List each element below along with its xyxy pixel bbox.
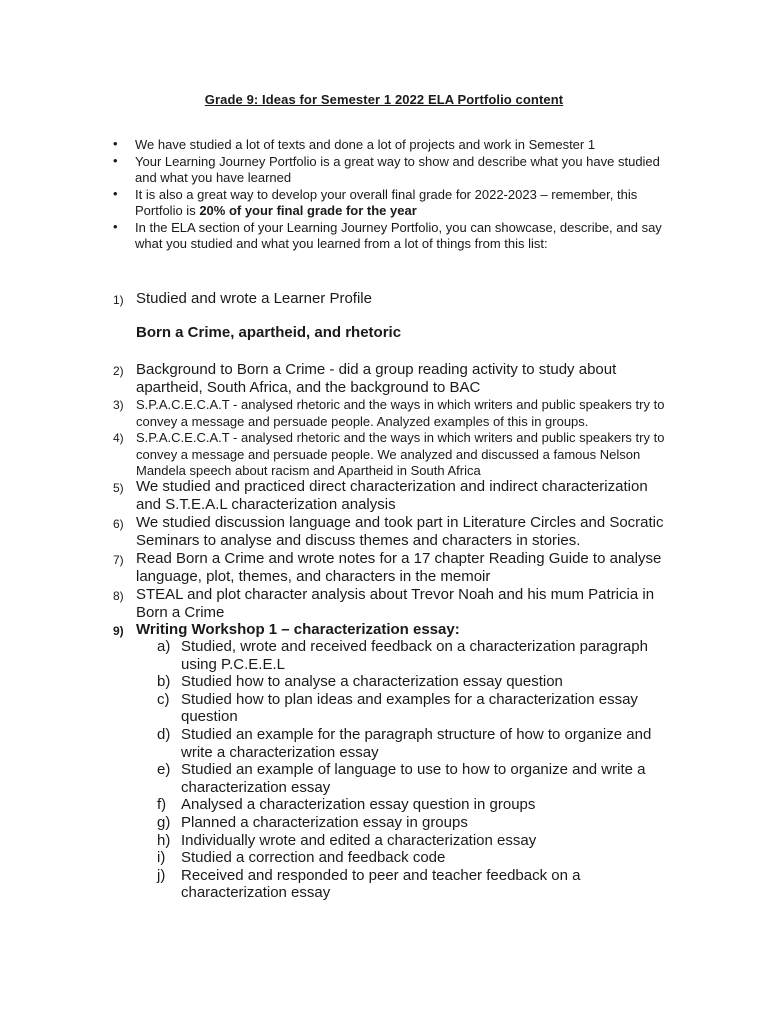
sublist-item bbox=[157, 761, 667, 796]
section-heading: Born a Crime, apartheid, and rhetoric bbox=[136, 324, 402, 341]
list-text: Read Born a Crime and wrote notes for a 17 chapter Reading Guide to analyse language, plot, themes, and characters in the memoir bbox=[136, 550, 662, 585]
sublist-letter: g) bbox=[157, 813, 171, 831]
list-item bbox=[113, 621, 673, 639]
bullet-item bbox=[113, 187, 683, 220]
list-item bbox=[113, 430, 673, 480]
list-item bbox=[113, 514, 673, 550]
sublist-text: Planned a characterization essay in groups bbox=[181, 813, 468, 831]
list-item bbox=[113, 397, 673, 430]
list-number: 9) bbox=[113, 624, 124, 638]
bullet-item bbox=[113, 220, 683, 253]
sublist-letter: j) bbox=[157, 866, 166, 884]
sublist-text: Studied, wrote and received feedback on a characterization paragraph using P.C.E.E.L bbox=[181, 638, 648, 673]
bullet-item bbox=[113, 137, 683, 154]
sublist-item bbox=[157, 814, 667, 832]
list-number: 5) bbox=[113, 481, 124, 495]
sublist-letter: b) bbox=[157, 673, 171, 691]
list-text: We studied discussion language and took part in Literature Circles and Socratic Seminars to analyse and discuss themes and characters in stories. bbox=[136, 514, 664, 549]
list-text: Studied and wrote a Learner Profile bbox=[136, 290, 372, 307]
list-text: Background to Born a Crime - did a group reading activity to study about apartheid, South Africa, and the background to BAC bbox=[136, 361, 617, 396]
list-number: 8) bbox=[113, 589, 124, 603]
page-title: Grade 9: Ideas for Semester 1 2022 ELA Portfolio content bbox=[204, 92, 564, 107]
sublist-text: Studied an example for the paragraph structure of how to organize and write a characterization essay bbox=[181, 725, 652, 761]
list-number: 1) bbox=[113, 293, 124, 307]
list-number: 3) bbox=[113, 398, 124, 412]
list-text: STEAL and plot character analysis about Trevor Noah and his mum Patricia in Born a Crime bbox=[136, 586, 655, 621]
bullet-text: In the ELA section of your Learning Journey Portfolio, you can showcase, describe, and say what you studied and what you learned from a lot of things from this list: bbox=[135, 219, 662, 251]
sublist-item bbox=[157, 832, 667, 850]
list-number: 6) bbox=[113, 517, 124, 531]
list-item bbox=[113, 586, 673, 622]
bullet-icon: • bbox=[113, 218, 118, 234]
list-number: 7) bbox=[113, 553, 124, 567]
sublist-item bbox=[157, 638, 667, 673]
sublist-letter: i) bbox=[157, 849, 166, 867]
bullet-icon: • bbox=[113, 185, 118, 201]
bullet-text: Your Learning Journey Portfolio is a great way to show and describe what you have studied and what you have learned bbox=[135, 153, 660, 185]
sublist-letter: d) bbox=[157, 725, 171, 743]
intro-bullet-list bbox=[113, 137, 683, 253]
sublist-text: Studied a correction and feedback code bbox=[181, 849, 446, 867]
sublist-letter: a) bbox=[157, 638, 171, 655]
sublist-letter: c) bbox=[157, 690, 170, 708]
bullet-item bbox=[113, 154, 683, 187]
sublist-item bbox=[157, 673, 667, 691]
sublist-letter: e) bbox=[157, 761, 171, 779]
bullet-bold-text: 20% of your final grade for the year bbox=[199, 203, 417, 218]
sublist-text: Received and responded to peer and teacher feedback on a characterization essay bbox=[181, 866, 581, 902]
writing-workshop-sublist bbox=[157, 638, 667, 902]
list-text: Writing Workshop 1 – characterization essay: bbox=[136, 621, 460, 638]
list-item bbox=[113, 290, 673, 308]
sublist-letter: f) bbox=[157, 796, 167, 814]
sublist-text: Studied how to analyse a characterization essay question bbox=[181, 673, 563, 691]
sublist-text: Individually wrote and edited a characterization essay bbox=[181, 831, 537, 849]
sublist-item bbox=[157, 849, 667, 867]
bullet-icon: • bbox=[113, 152, 118, 168]
sublist-item bbox=[157, 867, 667, 902]
list-number: 4) bbox=[113, 431, 124, 445]
list-text: S.P.A.C.E.C.A.T - analysed rhetoric and the ways in which writers and public speakers try to convey a message and persuade people. Analyzed examples of this in groups. bbox=[136, 397, 665, 429]
sublist-item bbox=[157, 726, 667, 761]
sublist-item bbox=[157, 796, 667, 814]
list-number: 2) bbox=[113, 364, 124, 378]
list-item bbox=[113, 361, 673, 397]
list-text: S.P.A.C.E.C.A.T - analysed rhetoric and the ways in which writers and public speakers try to convey a message and persuade people. We analyzed and discussed a famous Nelson Mandela speech about racism and Apartheid in South Africa bbox=[136, 430, 665, 478]
list-item bbox=[113, 550, 673, 586]
sublist-text: Analysed a characterization essay question in groups bbox=[181, 796, 536, 814]
bullet-text: It is also a great way to develop your overall final grade for 2022-2023 – remember, this Portfolio is bbox=[135, 186, 638, 218]
sublist-item bbox=[157, 691, 667, 726]
sublist-text: Studied how to plan ideas and examples for a characterization essay question bbox=[181, 690, 638, 726]
sublist-letter: h) bbox=[157, 831, 171, 849]
sublist-text: Studied an example of language to use to how to organize and write a characterization essay bbox=[181, 761, 646, 796]
bullet-text: We have studied a lot of texts and done a lot of projects and work in Semester 1 bbox=[135, 137, 596, 152]
list-item bbox=[113, 478, 673, 514]
bullet-icon: • bbox=[113, 136, 118, 151]
list-text: We studied and practiced direct characterization and indirect characterization and S.T.E.A.L characterization analysis bbox=[136, 478, 648, 513]
